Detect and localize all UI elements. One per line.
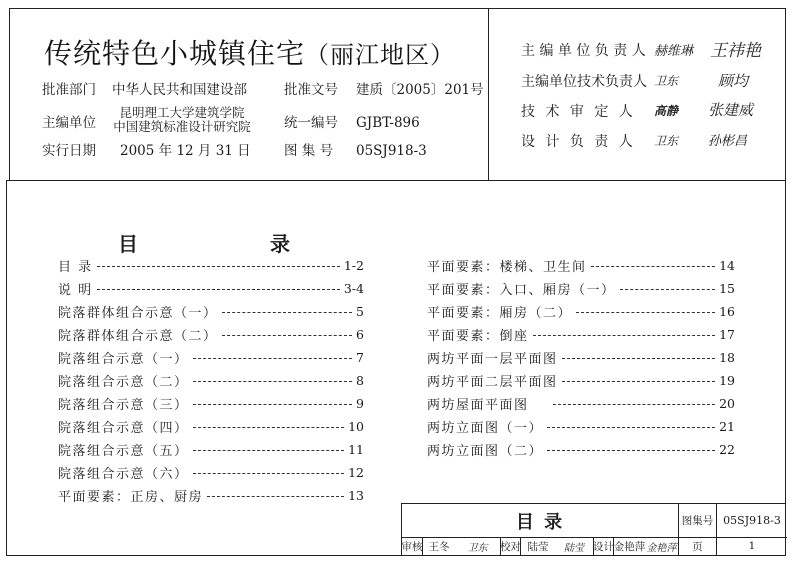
- toc-entry-page: 15: [719, 280, 735, 296]
- resp-label-chief-unit: 主 编 单 位 负 责 人: [521, 43, 646, 59]
- review-label-cell: [402, 537, 422, 555]
- toc-entry[interactable]: [427, 302, 735, 320]
- editor-unit-value: [112, 106, 252, 135]
- toc-entry-label: 院落组合示意（六）: [58, 466, 189, 482]
- leader-dashes: [222, 335, 353, 336]
- approval-number-value: 建质〔2005〕201号: [356, 82, 484, 98]
- resp-label-review: 技 术 审 定 人: [521, 104, 636, 120]
- toc-entry-label: 平面要素：正房、厨房: [58, 489, 204, 505]
- toc-entry-page: 1-2: [343, 257, 364, 273]
- toc-entry[interactable]: [58, 486, 364, 504]
- leader-dashes: [193, 404, 353, 405]
- leader-dashes: [620, 289, 716, 290]
- leader-dashes: [547, 427, 715, 428]
- toc-entry[interactable]: [427, 440, 735, 458]
- toc-entry-label: 院落组合示意（四）: [58, 420, 189, 436]
- approval-number-label: 批准文号: [284, 82, 338, 98]
- atlas-number-value-cell: [716, 504, 787, 537]
- toc-entry[interactable]: [58, 394, 364, 412]
- toc-entry-label: 平面要素：入口、厢房（一）: [427, 282, 616, 298]
- design-label: 设计: [593, 540, 614, 553]
- toc-entry-page: 14: [719, 257, 735, 273]
- toc-entry-label: 院落组合示意（三）: [58, 397, 189, 413]
- leader-dashes: [97, 266, 340, 267]
- review-name-cell: [422, 537, 455, 555]
- title-block: [401, 503, 786, 556]
- design-signature-cell: [645, 537, 678, 555]
- check-name-cell: [520, 537, 555, 555]
- leader-dashes: [547, 450, 715, 451]
- review-label: 审核: [401, 540, 423, 553]
- leader-dashes: [576, 312, 715, 313]
- atlas-number-label: 图 集 号: [284, 143, 334, 159]
- toc-heading-left: 目: [118, 232, 138, 256]
- check-label-cell: [500, 537, 520, 555]
- toc-entry-label: 院落组合示意（一）: [58, 351, 189, 367]
- atlas-label: 图集号: [681, 515, 714, 527]
- check-label: 校对: [500, 540, 521, 553]
- signature-3a: 高静: [654, 104, 679, 118]
- resp-label-design: 设 计 负 责 人: [521, 134, 636, 150]
- approval-dept-value: 中华人民共和国建设部: [112, 82, 247, 98]
- design-name-cell: [613, 537, 645, 555]
- check-signature: 陆莹: [564, 542, 584, 554]
- leader-dashes: [562, 358, 716, 359]
- title-region: （丽江地区）: [305, 41, 456, 69]
- signature-3b: 张建威: [708, 101, 754, 119]
- design-label-cell: [593, 537, 613, 555]
- toc-entry-page: 10: [348, 418, 364, 434]
- toc-entry-page: 3-4: [343, 280, 364, 296]
- page-value-cell: [716, 537, 787, 555]
- toc-entry-label: 说 明: [58, 282, 93, 298]
- toc-entry-label: 平面要素：楼梯、卫生间: [427, 259, 587, 275]
- signature-1b: 王祎艳: [710, 41, 761, 61]
- toc-entry-page: 17: [719, 326, 735, 342]
- leader-dashes: [553, 404, 716, 405]
- toc-entry-label: 平面要素：厢房（二）: [427, 305, 573, 321]
- toc-entry-label: 院落组合示意（五）: [58, 443, 189, 459]
- toc-entry[interactable]: [427, 417, 735, 435]
- editor-unit-line-1: 昆明理工大学建筑学院: [119, 105, 245, 120]
- signature-2a: 卫东: [654, 74, 679, 88]
- toc-entry-label: 目 录: [58, 259, 93, 275]
- unified-number-value: GJBT-896: [356, 115, 420, 131]
- check-name: 陆莹: [527, 540, 549, 553]
- leader-dashes: [193, 427, 345, 428]
- page-label-cell: [678, 537, 716, 555]
- toc-entry[interactable]: [58, 371, 364, 389]
- review-signature: 卫东: [467, 542, 488, 554]
- page-label: 页: [692, 540, 703, 553]
- toc-entry[interactable]: [58, 302, 364, 320]
- atlas-number-value: 05SJ918-3: [356, 143, 427, 159]
- toc-entry-page: 5: [356, 303, 364, 319]
- toc-heading-right: 录: [270, 232, 290, 256]
- toc-entry-label: 院落群体组合示意（二）: [58, 328, 218, 344]
- editor-unit-label: 主编单位: [42, 115, 96, 131]
- approval-dept-label: 批准部门: [42, 82, 96, 98]
- leader-dashes: [591, 266, 716, 267]
- toc-entry[interactable]: [58, 417, 364, 435]
- effective-date-label: 实行日期: [42, 143, 96, 159]
- toc-entry-label: 两坊立面图（一）: [427, 420, 544, 436]
- toc-entry[interactable]: [58, 279, 364, 297]
- atlas-number-label-cell: [678, 504, 716, 537]
- design-signature: 金艳萍: [646, 542, 677, 554]
- atlas-value: 05SJ918-3: [723, 514, 781, 527]
- toc-entry-page: 12: [348, 464, 364, 480]
- toc-entry-page: 18: [719, 349, 735, 365]
- toc-entry[interactable]: [58, 463, 364, 481]
- toc-entry[interactable]: [427, 279, 735, 297]
- toc-entry-page: 19: [719, 372, 735, 388]
- toc-entry-page: 22: [719, 441, 735, 457]
- leader-dashes: [222, 312, 353, 313]
- toc-entry-label: 两坊立面图（二）: [427, 443, 544, 459]
- signature-2b: 顾均: [718, 72, 749, 90]
- toc-entry-label: 院落组合示意（二）: [58, 374, 189, 390]
- toc-entry[interactable]: [58, 440, 364, 458]
- leader-dashes: [533, 335, 716, 336]
- toc-entry-page: 9: [356, 395, 364, 411]
- review-signature-cell: [455, 537, 500, 555]
- leader-dashes: [207, 496, 344, 497]
- unified-number-label: 统一编号: [284, 115, 338, 131]
- toc-entry-label: 两坊屋面平面图: [427, 397, 529, 413]
- resp-label-tech: 主编单位技术负责人: [521, 74, 647, 90]
- signature-4b: 孙彬昌: [708, 134, 748, 149]
- toc-entry-page: 20: [719, 395, 735, 411]
- toc-entry-label: 两坊平面一层平面图: [427, 351, 558, 367]
- toc-entry[interactable]: [427, 371, 735, 389]
- effective-date-value: 2005 年 12 月 31 日: [120, 143, 251, 159]
- leader-dashes: [193, 381, 353, 382]
- toc-entry-page: 7: [356, 349, 364, 365]
- toc-entry[interactable]: [58, 348, 364, 366]
- toc-entry[interactable]: [58, 325, 364, 343]
- check-signature-cell: [555, 537, 593, 555]
- signature-1a: 赫维琳: [654, 44, 694, 59]
- sheet-title: 目 录: [515, 512, 565, 533]
- responsibility-box: [488, 8, 786, 181]
- toc-entry[interactable]: [427, 325, 735, 343]
- toc-entry-page: 16: [719, 303, 735, 319]
- review-name: 王冬: [428, 540, 450, 553]
- toc-entry-page: 21: [719, 418, 735, 434]
- editor-unit-line-2: 中国建筑标准设计研究院: [113, 119, 251, 135]
- leader-dashes: [562, 381, 716, 382]
- design-name: 金艳萍: [613, 540, 646, 553]
- toc-entry-page: 6: [356, 326, 364, 342]
- leader-dashes: [193, 450, 345, 451]
- toc-entry[interactable]: [427, 256, 735, 274]
- toc-entry[interactable]: [427, 348, 735, 366]
- document-title: [44, 32, 455, 72]
- leader-dashes: [193, 358, 353, 359]
- title-text: 传统特色小城镇住宅: [44, 37, 306, 70]
- toc-entry-label: 平面要素：倒座: [427, 328, 529, 344]
- toc-entry-label: 两坊平面二层平面图: [427, 374, 558, 390]
- signature-4a: 卫东: [654, 134, 679, 148]
- page-value: 1: [748, 540, 756, 552]
- toc-entry[interactable]: [427, 394, 735, 412]
- toc-entry-page: 13: [348, 487, 364, 503]
- toc-entry-page: 8: [356, 372, 364, 388]
- toc-entry-page: 11: [348, 441, 364, 457]
- leader-dashes: [193, 473, 345, 474]
- toc-entry[interactable]: [58, 256, 364, 274]
- leader-dashes: [97, 289, 340, 290]
- toc-entry-label: 院落群体组合示意（一）: [58, 305, 218, 321]
